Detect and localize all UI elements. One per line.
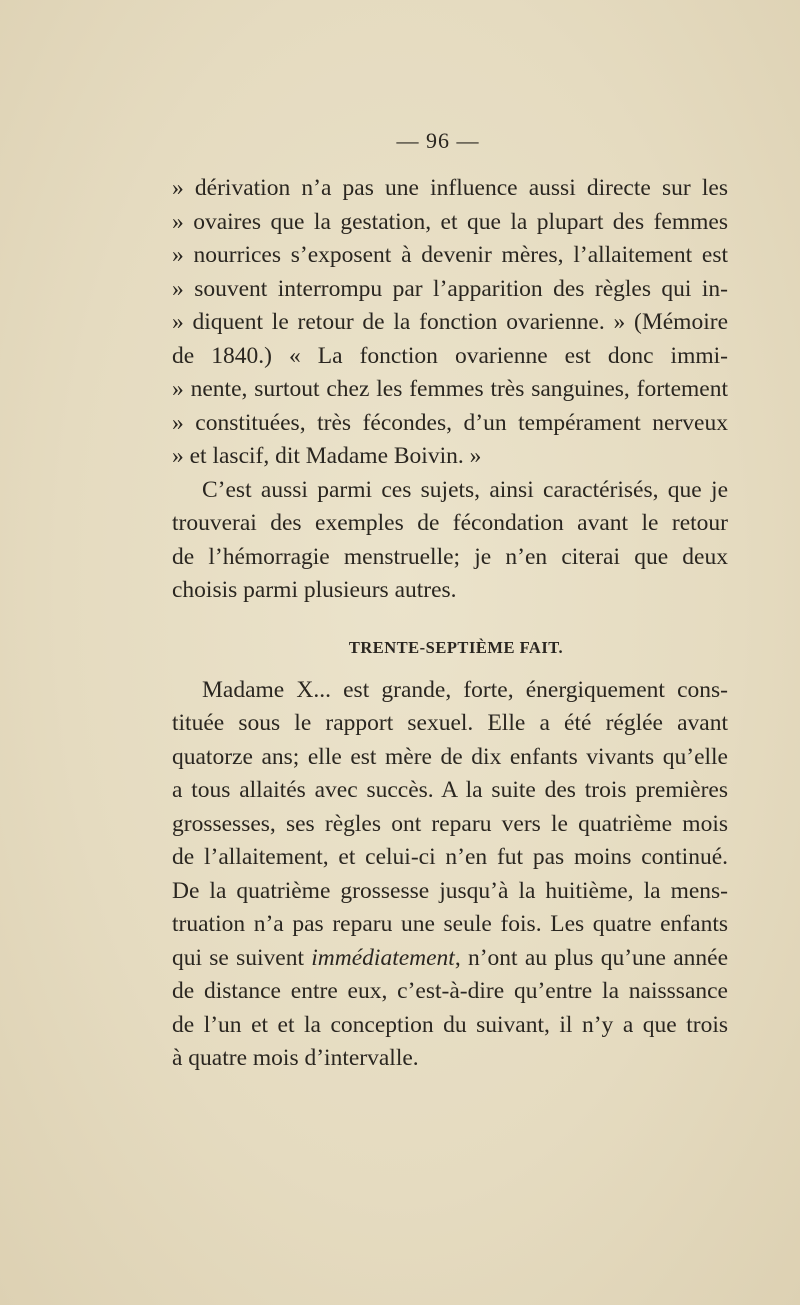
text-line: » ovaires que la gestation, et que la plupart des femmes xyxy=(172,208,728,235)
text-line: » constituées, très fécondes, d’un tempérament nerveux xyxy=(172,409,728,436)
text-line: Madame X... est grande, forte, énergiquement cons- xyxy=(202,676,728,703)
text-line: tituée sous le rapport sexuel. Elle a été réglée avant xyxy=(172,710,728,736)
text-line: » et lascif, dit Madame Boivin. » xyxy=(172,443,482,469)
text-line: de 1840.) « La fonction ovarienne est donc immi- xyxy=(172,342,728,369)
case-paragraph xyxy=(172,674,728,1076)
text-line: à quatre mois d’intervalle. xyxy=(172,1045,419,1071)
text-line: choisis parmi plusieurs autres. xyxy=(172,577,457,603)
text-segment: qui se suivent xyxy=(172,944,312,971)
text-segment: , n’ont au plus qu’une année xyxy=(454,944,728,971)
text-line: » souvent interrompu par l’apparition des règles qui in- xyxy=(172,275,728,302)
page-number: — 96 — xyxy=(396,128,480,153)
text-line: de l’hémorragie menstruelle; je n’en citerai que deux xyxy=(172,543,728,570)
text-line: » dérivation n’a pas une influence aussi directe sur les xyxy=(172,175,728,201)
intro-paragraph xyxy=(172,474,728,608)
text-line: » nourrices s’exposent à devenir mères, l’allaitement est xyxy=(172,242,728,268)
text-line: a tous allaités avec succès. A la suite des trois premières xyxy=(172,777,728,803)
text-line: de l’un et et la conception du suivant, il n’y a que trois xyxy=(172,1011,728,1038)
text-line: » nente, surtout chez les femmes très sanguines, fortement xyxy=(172,376,728,402)
text-line: De la quatrième grossesse jusqu’à la huitième, la mens- xyxy=(172,877,728,904)
text-line: de distance entre eux, c’est-à-dire qu’entre la naisssance xyxy=(172,978,728,1004)
italic-word: immédiatement xyxy=(311,944,455,971)
text-line: trouverai des exemples de fécondation avant le retour xyxy=(172,510,728,536)
body-text xyxy=(172,172,728,1076)
text-line: C’est aussi parmi ces sujets, ainsi caractérisés, que je xyxy=(202,476,728,503)
quotation-paragraph xyxy=(172,172,728,474)
text-line: grossesses, ses règles ont reparu vers le quatrième mois xyxy=(172,810,728,837)
text-line: de l’allaitement, et celui-ci n’en fut pas moins continué. xyxy=(172,844,728,870)
text-line-with-italic xyxy=(172,942,728,976)
text-line: quatorze ans; elle est mère de dix enfants vivants qu’elle xyxy=(172,743,728,770)
text-line: » diquent le retour de la fonction ovarienne. » (Mémoire xyxy=(172,309,728,335)
section-heading: TRENTE-SEPTIÈME FAIT. xyxy=(348,637,564,657)
text-line: truation n’a pas reparu une seule fois. Les quatre enfants xyxy=(172,911,728,937)
